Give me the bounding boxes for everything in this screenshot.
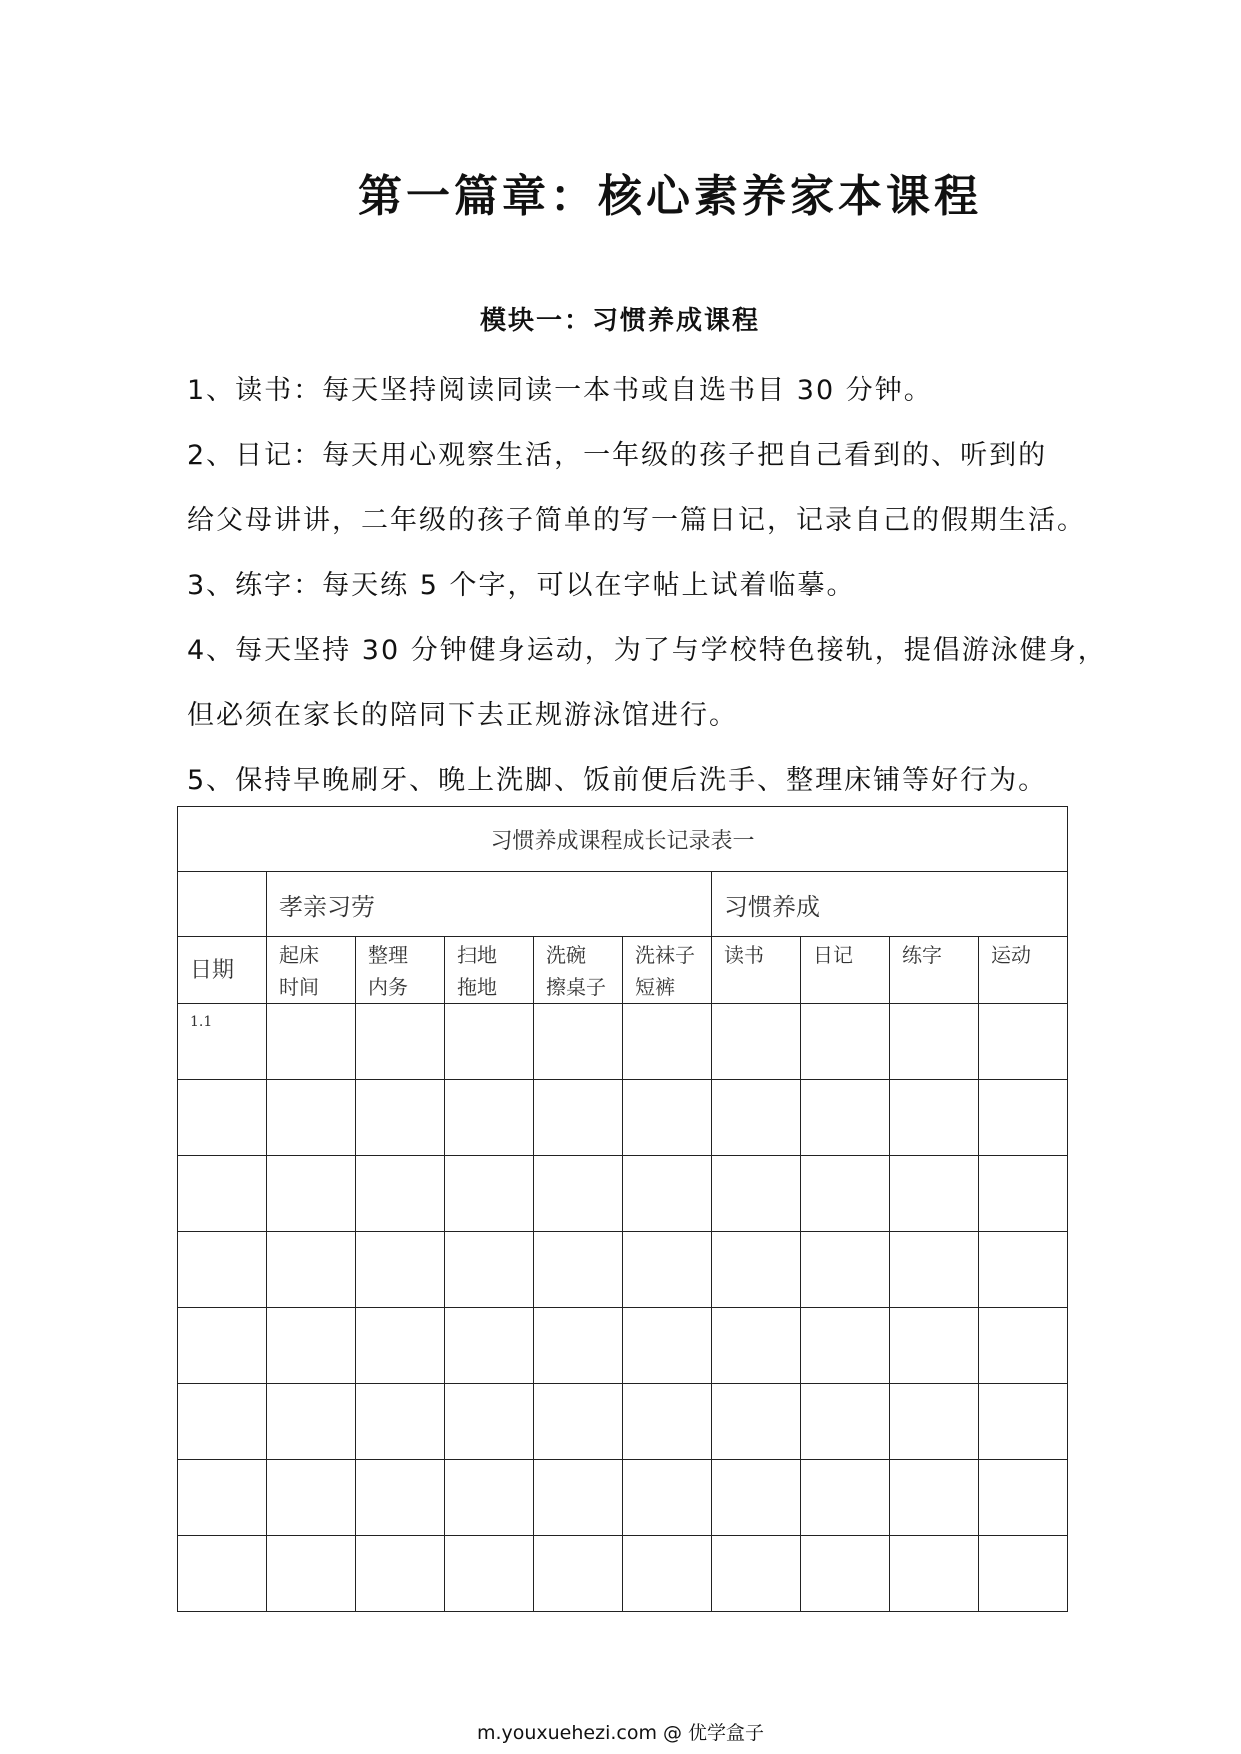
empty-corner-cell bbox=[178, 872, 267, 937]
table-row bbox=[178, 1536, 1068, 1612]
footer-watermark: m.youxuehezi.com @ 优学盒子 bbox=[476, 1722, 765, 1744]
table-row bbox=[178, 1460, 1068, 1536]
table-row bbox=[178, 1232, 1068, 1308]
paragraph-exercise-line2: 但必须在家长的陪同下去正规游泳馆进行。 bbox=[187, 700, 738, 731]
column-header-date: 日期 bbox=[178, 937, 267, 1004]
paragraph-diary-line1: 2、日记：每天用心观察生活，一年级的孩子把自己看到的、听到的 bbox=[187, 440, 1048, 471]
column-header-wash-dishes: 洗碗 擦桌子 bbox=[534, 937, 623, 1004]
group-habit-building: 习惯养成 bbox=[712, 872, 1068, 937]
paragraph-diary-line2: 给父母讲讲，二年级的孩子简单的写一篇日记，记录自己的假期生活。 bbox=[187, 505, 1086, 536]
table-row bbox=[178, 1004, 1068, 1080]
table-row bbox=[178, 1080, 1068, 1156]
growth-record-table bbox=[177, 806, 1068, 1612]
table-caption: 习惯养成课程成长记录表一 bbox=[178, 807, 1068, 872]
column-header-wash-socks: 洗袜子 短裤 bbox=[623, 937, 712, 1004]
paragraph-reading: 1、读书：每天坚持阅读同读一本书或自选书目 30 分钟。 bbox=[187, 375, 933, 406]
table-row bbox=[178, 1384, 1068, 1460]
paragraph-calligraphy: 3、练字：每天练 5 个字，可以在字帖上试着临摹。 bbox=[187, 570, 856, 601]
column-header-diary: 日记 bbox=[801, 937, 890, 1004]
table-row bbox=[178, 1308, 1068, 1384]
paragraph-hygiene: 5、保持早晚刷牙、晚上洗脚、饭前便后洗手、整理床铺等好行为。 bbox=[187, 765, 1048, 796]
column-header-reading: 读书 bbox=[712, 937, 801, 1004]
module-title: 模块一：习惯养成课程 bbox=[479, 306, 760, 336]
page-title: 第一篇章：核心素养家本课程 bbox=[358, 171, 982, 222]
group-filial-labor: 孝亲习劳 bbox=[267, 872, 712, 937]
column-header-sweep-mop: 扫地 拖地 bbox=[445, 937, 534, 1004]
column-header-exercise: 运动 bbox=[979, 937, 1068, 1004]
column-header-calligraphy: 练字 bbox=[890, 937, 979, 1004]
column-header-tidy-room: 整理 内务 bbox=[356, 937, 445, 1004]
table-row bbox=[178, 1156, 1068, 1232]
paragraph-exercise-line1: 4、每天坚持 30 分钟健身运动，为了与学校特色接轨，提倡游泳健身， bbox=[187, 635, 1107, 666]
row-date-cell: 1.1 bbox=[178, 1004, 267, 1080]
column-header-wake-time: 起床 时间 bbox=[267, 937, 356, 1004]
